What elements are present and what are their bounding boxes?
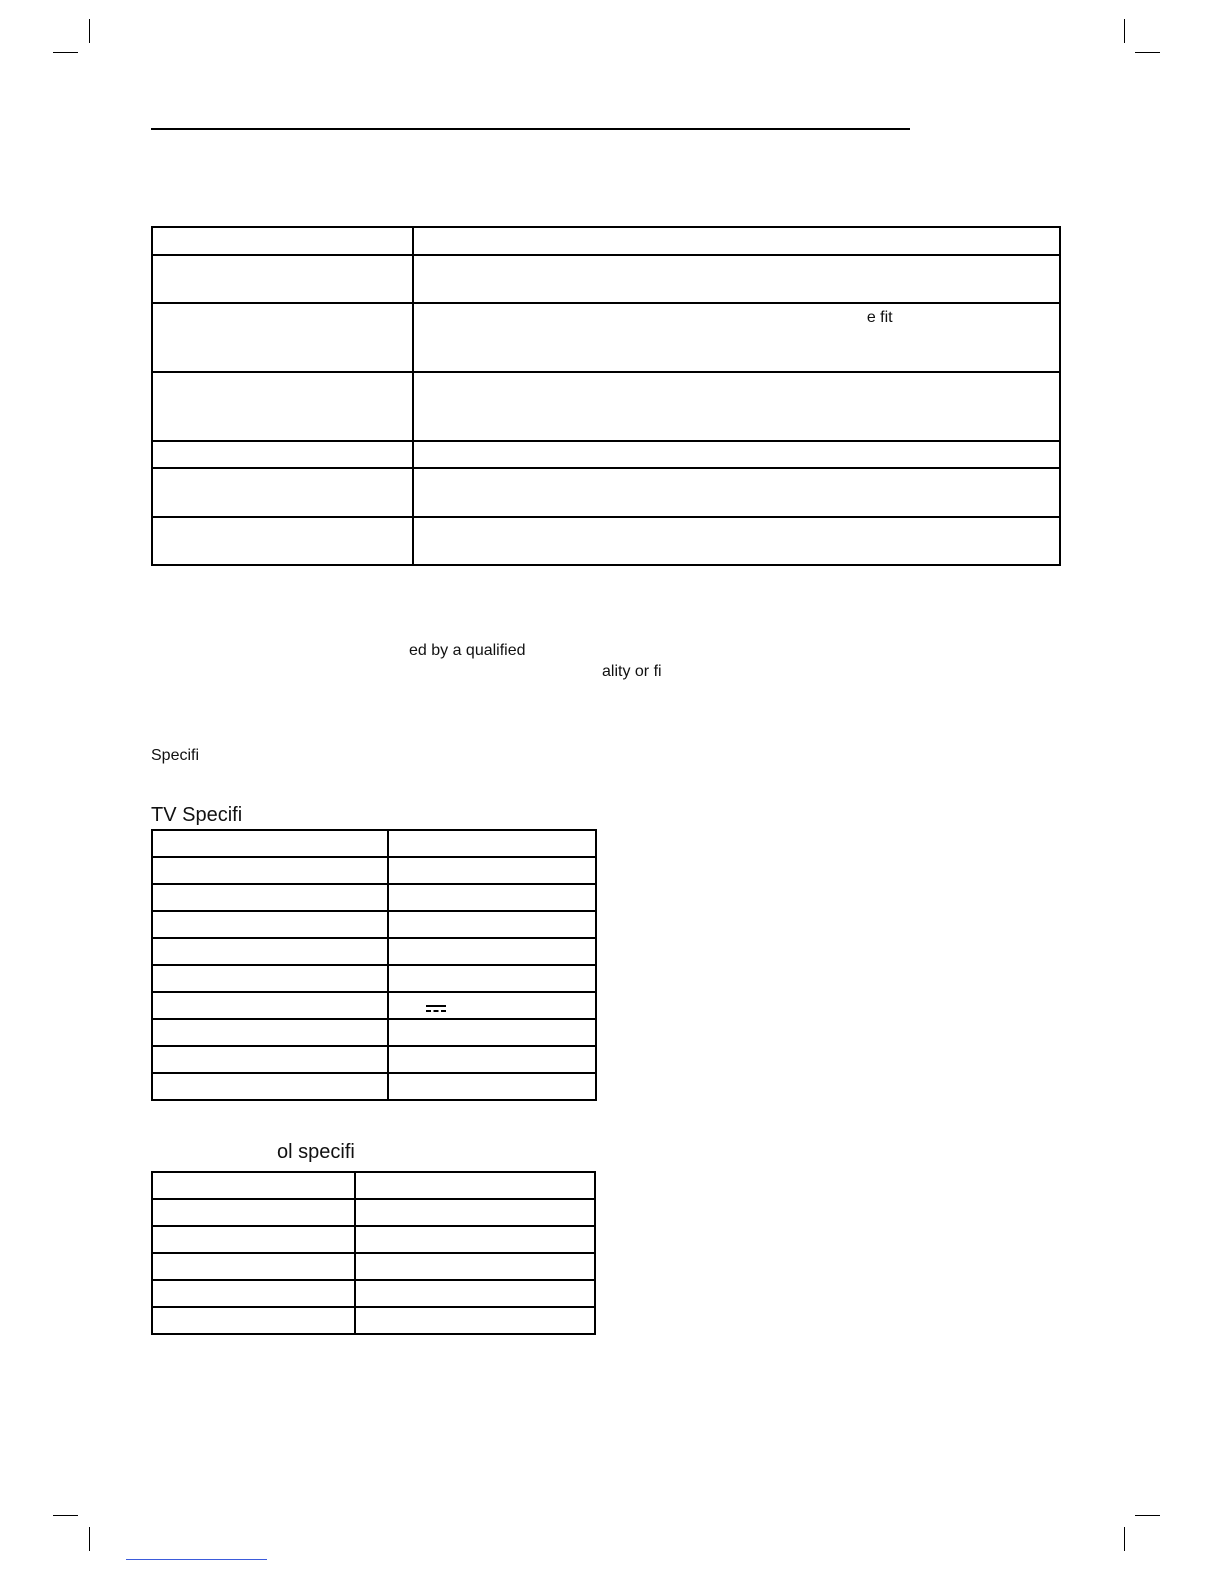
spec-value-cell xyxy=(355,1172,595,1199)
spec-value-cell xyxy=(388,938,596,965)
problem-cell xyxy=(152,303,413,372)
dc-power-icon xyxy=(426,1005,446,1013)
remote-specs-heading: ol specifi xyxy=(277,1141,355,1163)
problem-cell xyxy=(152,517,413,565)
table-row xyxy=(152,1019,596,1046)
spec-value-cell xyxy=(388,830,596,857)
table-row xyxy=(152,517,1060,565)
tv-specs-heading: TV Specifi xyxy=(151,804,243,826)
table-row xyxy=(152,468,1060,517)
crop-mark-top-right-v xyxy=(1124,19,1125,43)
crop-mark-bottom-left-h xyxy=(53,1515,78,1516)
crop-mark-top-left-h xyxy=(53,52,78,53)
spec-value-cell xyxy=(388,1019,596,1046)
table-row xyxy=(152,303,1060,372)
spec-label-cell xyxy=(152,1172,355,1199)
spec-value-cell xyxy=(388,965,596,992)
table-row xyxy=(152,830,596,857)
spec-label-cell xyxy=(152,1019,388,1046)
problem-cell xyxy=(152,468,413,517)
table-row xyxy=(152,1280,595,1307)
spec-value-cell xyxy=(355,1253,595,1280)
spec-value-cell xyxy=(388,992,596,1019)
spec-value-cell xyxy=(355,1199,595,1226)
header-rule xyxy=(151,128,910,130)
table-row xyxy=(152,992,596,1019)
problem-cell xyxy=(152,372,413,441)
crop-mark-top-right-h xyxy=(1135,52,1160,53)
table-row xyxy=(152,441,1060,468)
spec-label-cell xyxy=(152,884,388,911)
remote-specs-table xyxy=(151,1171,596,1335)
troubleshooting-table xyxy=(151,226,1061,566)
spec-label-cell xyxy=(152,1280,355,1307)
link-underline xyxy=(126,1559,267,1560)
table-row xyxy=(152,1073,596,1100)
solution-cell xyxy=(413,517,1060,565)
table-row xyxy=(152,1307,595,1334)
table-row xyxy=(152,255,1060,303)
table-row xyxy=(152,965,596,992)
table-row xyxy=(152,884,596,911)
spec-label-cell xyxy=(152,830,388,857)
table-row xyxy=(152,1199,595,1226)
problem-cell xyxy=(152,255,413,303)
solution-cell xyxy=(413,372,1060,441)
table-row xyxy=(152,372,1060,441)
spec-label-cell xyxy=(152,992,388,1019)
spec-value-cell xyxy=(355,1226,595,1253)
table-row xyxy=(152,1226,595,1253)
problem-cell xyxy=(152,227,413,255)
spec-value-cell xyxy=(388,884,596,911)
solution-fragment: e fit xyxy=(866,309,893,326)
spec-label-cell xyxy=(152,857,388,884)
spec-value-cell xyxy=(388,1073,596,1100)
spec-label-cell xyxy=(152,911,388,938)
table-row xyxy=(152,1172,595,1199)
spec-value-cell xyxy=(355,1307,595,1334)
spec-label-cell xyxy=(152,1199,355,1226)
tv-specs-table xyxy=(151,829,597,1101)
notice-line-2: ality or fi xyxy=(602,663,662,680)
crop-mark-bottom-left-v xyxy=(89,1527,90,1551)
problem-cell xyxy=(152,441,413,468)
spec-value-cell xyxy=(388,857,596,884)
solution-cell xyxy=(413,468,1060,517)
spec-label-cell xyxy=(152,1226,355,1253)
spec-label-cell xyxy=(152,1073,388,1100)
table-row xyxy=(152,1046,596,1073)
spec-label-cell xyxy=(152,938,388,965)
notice-line-1: ed by a qualified xyxy=(409,642,526,659)
spec-label-cell xyxy=(152,1046,388,1073)
spec-value-cell xyxy=(388,911,596,938)
crop-mark-bottom-right-v xyxy=(1124,1527,1125,1551)
specifications-intro: Specifi xyxy=(151,747,200,764)
spec-label-cell xyxy=(152,1307,355,1334)
table-row xyxy=(152,227,1060,255)
table-row xyxy=(152,938,596,965)
solution-cell xyxy=(413,255,1060,303)
spec-label-cell xyxy=(152,1253,355,1280)
spec-label-cell xyxy=(152,965,388,992)
crop-mark-top-left-v xyxy=(89,19,90,43)
solution-cell xyxy=(413,227,1060,255)
table-row xyxy=(152,1253,595,1280)
table-row xyxy=(152,857,596,884)
solution-cell xyxy=(413,303,1060,372)
spec-value-cell xyxy=(355,1280,595,1307)
table-row xyxy=(152,911,596,938)
spec-value-cell xyxy=(388,1046,596,1073)
solution-cell xyxy=(413,441,1060,468)
crop-mark-bottom-right-h xyxy=(1135,1515,1160,1516)
